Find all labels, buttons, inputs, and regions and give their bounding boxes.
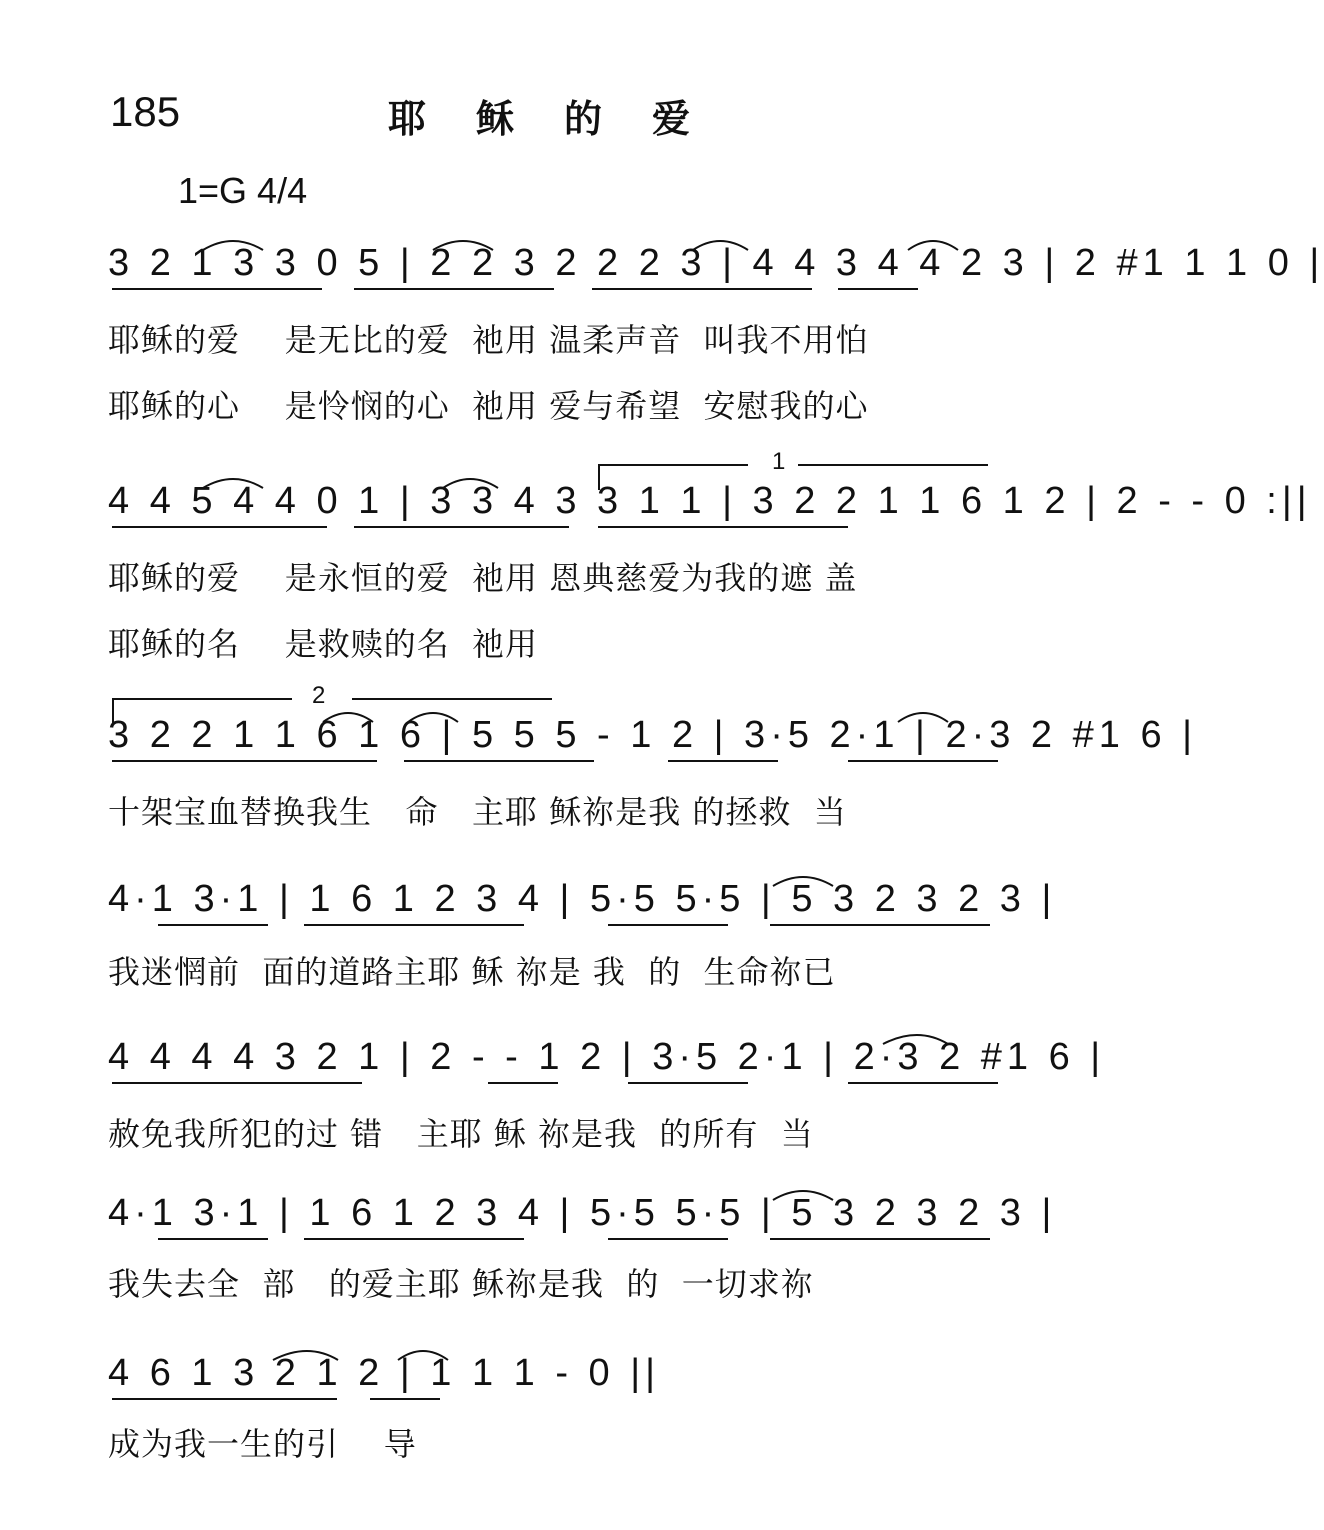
volta-bracket <box>598 464 748 466</box>
notation-line: 4 4 5 4 4 0 1 | 3 3 4 3 3 1 1 | 3 2 2 1 1 6 1 2 | 2 - - 0 :|| <box>108 480 1312 522</box>
notation-line: 4 4 4 4 3 2 1 | 2 - - 1 2 | 3·5 2·1 | 2·3 2 #1 6 | <box>108 1036 1106 1078</box>
beam-underline <box>848 1082 998 1084</box>
lyric-verse-2: 耶稣的心 是怜悯的心 祂用 爱与希望 安慰我的心 <box>108 387 869 425</box>
beam-underline <box>112 1398 337 1400</box>
beam-underline <box>158 1238 268 1240</box>
beam-underline <box>354 526 569 528</box>
lyric-verse-1: 赦免我所犯的过 错 主耶 稣 祢是我 的所有 当 <box>108 1115 814 1153</box>
beam-underline <box>608 1238 728 1240</box>
notation-line: 4 6 1 3 2 1 2 | 1 1 1 - 0 || <box>108 1352 660 1394</box>
lyric-verse-1: 耶稣的爱 是永恒的爱 祂用 恩典慈爱为我的遮 盖 <box>108 559 858 597</box>
beam-underline <box>112 760 377 762</box>
beam-underline <box>304 924 524 926</box>
volta-number: 1 <box>772 448 786 475</box>
volta-bracket <box>798 464 988 466</box>
beam-underline <box>592 288 812 290</box>
notation-line: 3 2 1 3 3 0 5 | 2 2 3 2 2 2 3 | 4 4 3 4 4 2 3 | 2 #1 1 1 0 | <box>108 242 1324 284</box>
volta-bracket <box>112 698 292 700</box>
beam-underline <box>628 1082 748 1084</box>
beam-underline <box>354 288 554 290</box>
beam-underline <box>598 526 848 528</box>
beam-underline <box>608 924 728 926</box>
beam-underline <box>488 1082 558 1084</box>
volta-number: 2 <box>312 682 326 709</box>
beam-underline <box>158 924 268 926</box>
lyric-verse-1: 成为我一生的引 导 <box>108 1425 417 1463</box>
hymn-title: 耶稣的爱 <box>388 97 741 141</box>
beam-underline <box>838 288 918 290</box>
lyric-verse-2: 耶稣的名 是救赎的名 祂用 <box>108 625 539 663</box>
beam-underline <box>770 1238 990 1240</box>
lyric-verse-1: 十架宝血替换我生 命 主耶 稣祢是我 的拯救 当 <box>108 793 847 831</box>
beam-underline <box>304 1238 524 1240</box>
beam-underline <box>668 760 778 762</box>
key-signature: 1=G 4/4 <box>178 170 308 211</box>
notation-line: 3 2 2 1 1 6 1 6 | 5 5 5 - 1 2 | 3·5 2·1 | 2·3 2 #1 6 | <box>108 714 1198 756</box>
notation-line: 4·1 3·1 | 1 6 1 2 3 4 | 5·5 5·5 | 5 3 2 3 2 3 | <box>108 1192 1057 1234</box>
beam-underline <box>112 526 327 528</box>
lyric-verse-1: 我失去全 部 的爱主耶 稣祢是我 的 一切求祢 <box>108 1265 814 1303</box>
beam-underline <box>112 1082 362 1084</box>
lyric-verse-1: 我迷惘前 面的道路主耶 稣 祢是 我 的 生命祢已 <box>108 953 836 991</box>
beam-underline <box>370 1398 440 1400</box>
lyric-verse-1: 耶稣的爱 是无比的爱 祂用 温柔声音 叫我不用怕 <box>108 321 869 359</box>
beam-underline <box>770 924 990 926</box>
volta-bracket <box>352 698 552 700</box>
beam-underline <box>112 288 322 290</box>
beam-underline <box>848 760 998 762</box>
hymn-number: 185 <box>110 88 181 135</box>
beam-underline <box>404 760 594 762</box>
notation-line: 4·1 3·1 | 1 6 1 2 3 4 | 5·5 5·5 | 5 3 2 3 2 3 | <box>108 878 1057 920</box>
